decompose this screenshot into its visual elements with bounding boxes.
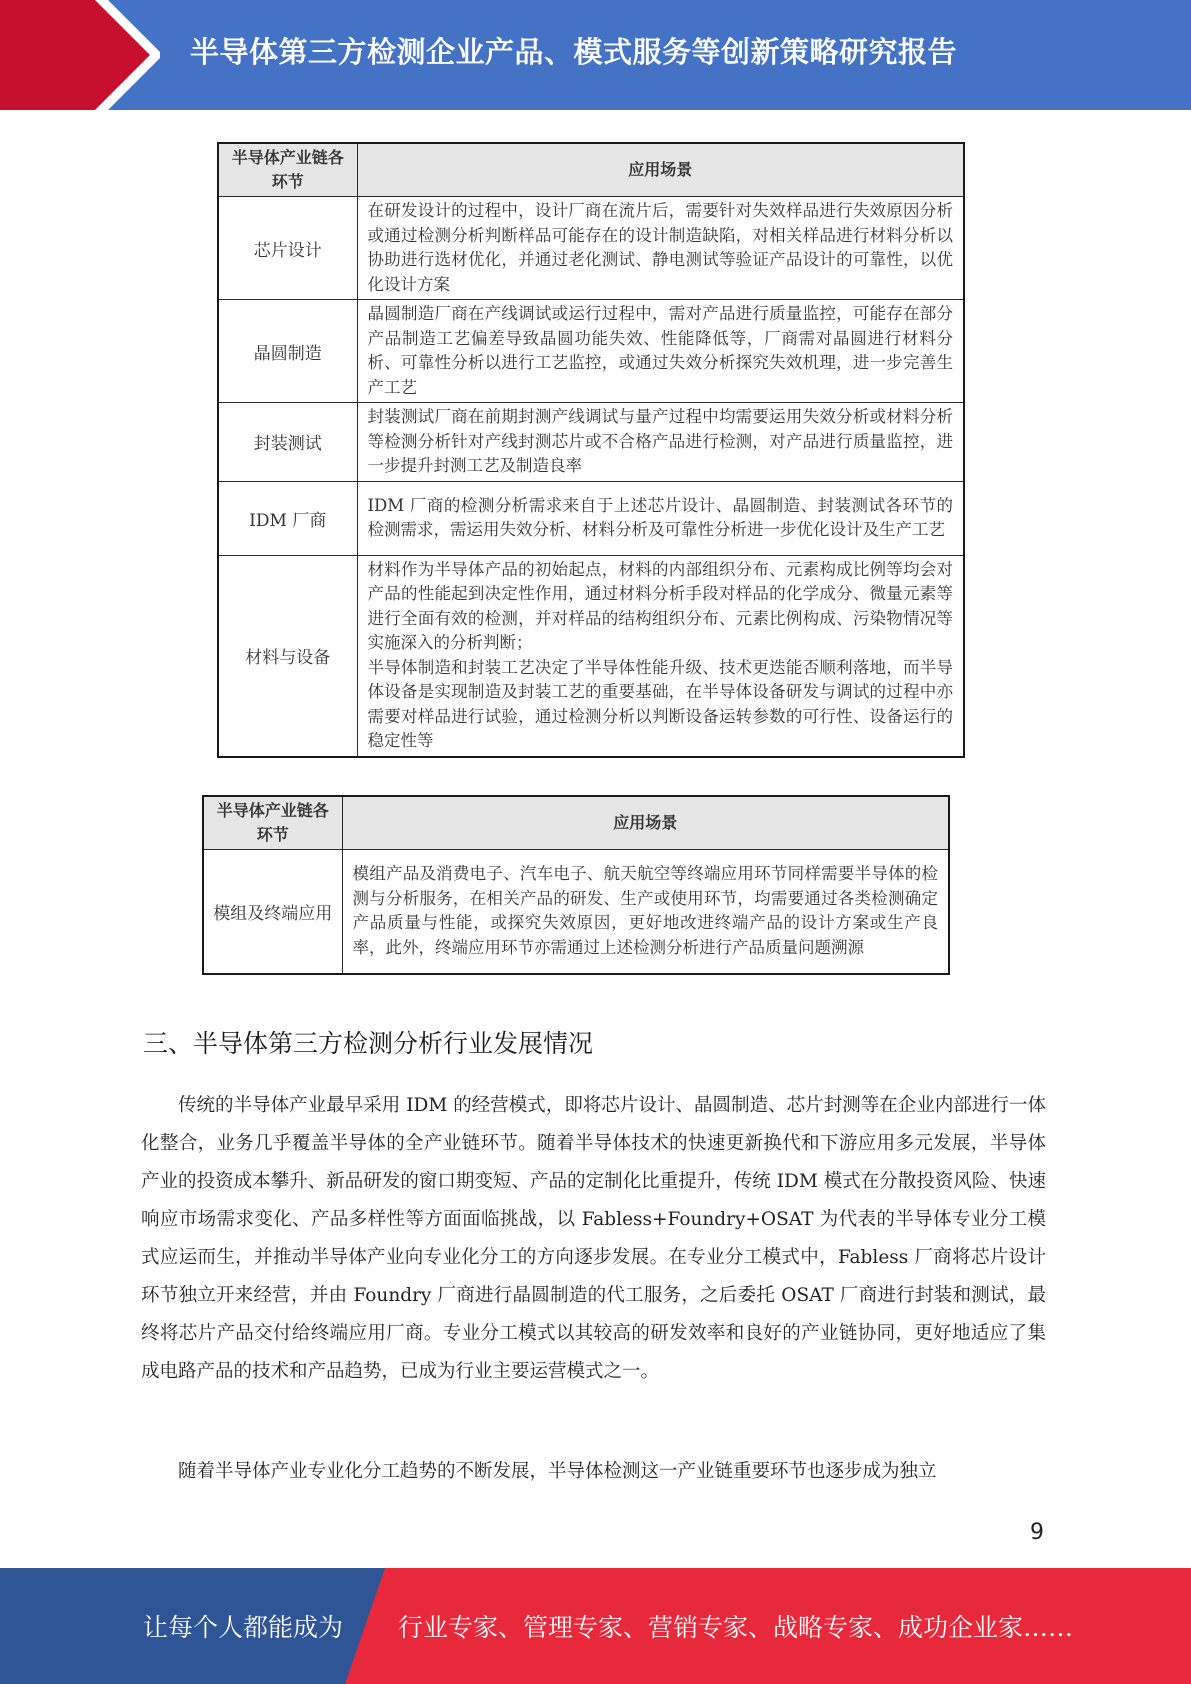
scenario-paragraph: 材料作为半导体产品的初始起点，材料的内部组织分布、元素构成比例等均会对产品的性能起到决定性作用，通过材料分析手段对样品的化学成分、微量元素等进行全面有效的检测，并对样品的结构组织分布、元素比例构成、污染物情况等实施深入的分析判断；: [367, 559, 953, 652]
segment-cell: 晶圆制造: [218, 300, 357, 403]
table-row: [203, 850, 949, 974]
page-number: 9: [1030, 1520, 1044, 1545]
column-header-segment: 半导体产业链各环节: [203, 796, 342, 850]
scenario-cell: 模组产品及消费电子、汽车电子、航天航空等终端应用环节同样需要半导体的检测与分析服务，在相关产品的研发、生产或使用环节，均需要通过各类检测确定产品质量与性能，或探究失效原因，更好地改进终端产品的设计方案或生产良率，此外，终端应用环节亦需通过上述检测分析进行产品质量问题溯源: [342, 850, 949, 974]
section-title: 三、半导体第三方检测分析行业发展情况: [143, 1029, 594, 1058]
application-scenario-table-2: [202, 795, 950, 975]
table-row: [218, 555, 964, 757]
page-header: [0, 0, 1191, 110]
table-row: [218, 197, 964, 300]
segment-cell: 封装测试: [218, 403, 357, 482]
table-header-row: [218, 143, 964, 197]
footer-slogan-left: 让每个人都能成为: [143, 1613, 344, 1642]
segment-cell: 模组及终端应用: [203, 850, 342, 974]
page-footer: [0, 1568, 1191, 1684]
header-title: 半导体第三方检测企业产品、模式服务等创新策略研究报告: [190, 35, 958, 69]
segment-cell: IDM 厂商: [218, 481, 357, 555]
scenario-cell: [357, 555, 964, 757]
scenario-cell: 在研发设计的过程中，设计厂商在流片后，需要针对失效样品进行失效原因分析或通过检测分析判断样品可能存在的设计制造缺陷，对相关样品进行材料分析以协助进行选材优化，并通过老化测试、静电测试等验证产品设计的可靠性，以优化设计方案: [357, 197, 964, 300]
table-row: [218, 403, 964, 482]
table-header-row: [203, 796, 949, 850]
body-paragraph: 随着半导体产业专业化分工趋势的不断发展，半导体检测这一产业链重要环节也逐步成为独立: [178, 1461, 937, 1482]
segment-cell: 芯片设计: [218, 197, 357, 300]
segment-cell: 材料与设备: [218, 555, 357, 757]
footer-slogan-right: 行业专家、管理专家、营销专家、战略专家、成功企业家……: [398, 1613, 1074, 1642]
scenario-paragraph: 半导体制造和封装工艺决定了半导体性能升级、技术更迭能否顺利落地，而半导体设备是实现制造及封装工艺的重要基础，在半导体设备研发与调试的过程中亦需要对样品进行试验，通过检测分析以判断设备运转参数的可行性、设备运行的稳定性等: [367, 657, 953, 750]
column-header-scenario: 应用场景: [342, 796, 949, 850]
scenario-cell: 封装测试厂商在前期封测产线调试与量产过程中均需要运用失效分析或材料分析等检测分析针对产线封测芯片或不合格产品进行检测，对产品进行质量监控，进一步提升封测工艺及制造良率: [357, 403, 964, 482]
scenario-cell: 晶圆制造厂商在产线调试或运行过程中，需对产品进行质量监控，可能存在部分产品制造工艺偏差导致晶圆功能失效、性能降低等，厂商需对晶圆进行材料分析、可靠性分析以进行工艺监控，或通过失效分析探究失效机理，进一步完善生产工艺: [357, 300, 964, 403]
body-paragraph: 传统的半导体产业最早采用 IDM 的经营模式，即将芯片设计、晶圆制造、芯片封测等在企业内部进行一体化整合，业务几乎覆盖半导体的全产业链环节。随着半导体技术的快速更新换代和下游应用多元发展，半导体产业的投资成本攀升、新品研发的窗口期变短、产品的定制化比重提升，传统 IDM 模式在分散投资风险、快速响应市场需求变化、产品多样性等方面面临挑战，以 Fabless+Foundry+OSAT 为代表的半导体专业分工模式应运而生，并推动半导体产业向专业化分工的方向逐步发展。在专业分工模式中，Fabless 厂商将芯片设计环节独立开来经营，并由 Foundry 厂商进行晶圆制造的代工服务，之后委托 OSAT 厂商进行封装和测试，最终将芯片产品交付给终端应用厂商。专业分工模式以其较高的研发效率和良好的产业链协同，更好地适应了集成电路产品的技术和产品趋势，已成为行业主要运营模式之一。: [141, 1095, 1046, 1382]
table-row: [218, 300, 964, 403]
header-arrow-decoration: [0, 0, 160, 110]
scenario-cell: IDM 厂商的检测分析需求来自于上述芯片设计、晶圆制造、封装测试各环节的检测需求，需运用失效分析、材料分析及可靠性分析进一步优化设计及生产工艺: [357, 481, 964, 555]
column-header-segment: 半导体产业链各环节: [218, 143, 357, 197]
column-header-scenario: 应用场景: [357, 143, 964, 197]
table-row: [218, 481, 964, 555]
application-scenario-table-1: [217, 142, 965, 758]
